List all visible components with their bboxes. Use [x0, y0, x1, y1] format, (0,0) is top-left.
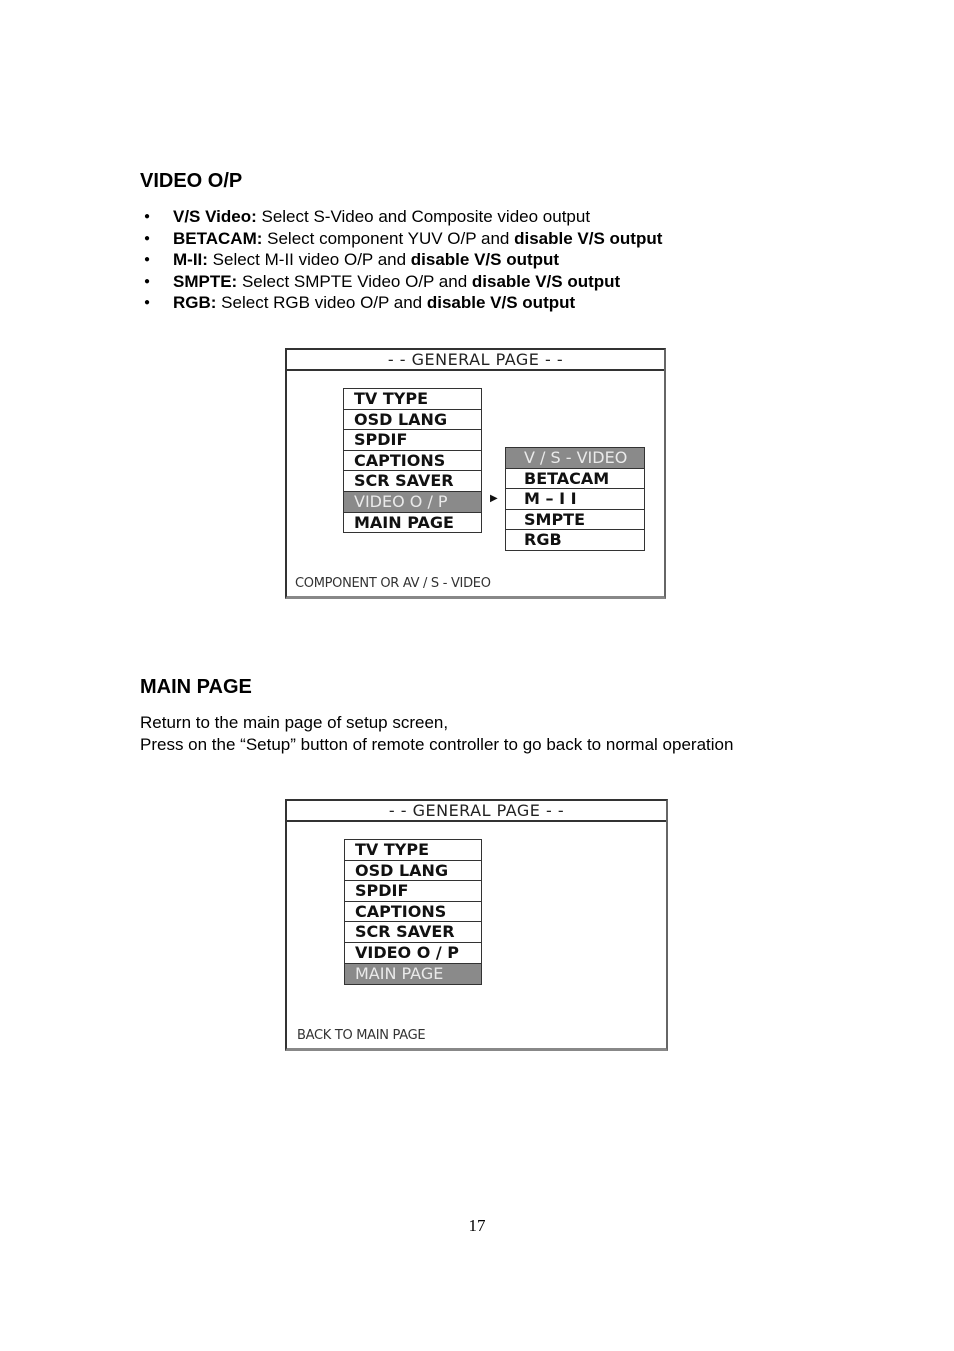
list-item: [140, 292, 662, 314]
main-page-description: [140, 712, 733, 756]
option-emphasis: disable V/S output: [514, 228, 663, 248]
menu-item-main-page-selected: MAIN PAGE: [345, 964, 481, 985]
submenu-item-smpte: SMPTE: [506, 510, 644, 531]
submenu-item-vs-video-selected: V / S - VIDEO: [506, 448, 644, 469]
option-description: Select SMPTE Video O/P and: [237, 271, 472, 291]
osd-title: - - GENERAL PAGE - -: [287, 350, 664, 371]
option-description: Select S-Video and Composite video output: [256, 207, 591, 226]
option-label: RGB:: [173, 293, 217, 313]
section-heading-video-op: VIDEO O/P: [140, 170, 243, 192]
submenu-item-rgb: RGB: [524, 530, 562, 550]
menu-item-captions: CAPTIONS: [345, 902, 481, 923]
osd-screen-video-op: [285, 348, 666, 599]
menu-item-scr-saver: SCR SAVER: [345, 922, 481, 943]
menu-item-video-op-selected: VIDEO O / P: [344, 492, 481, 513]
option-label: M-II:: [173, 250, 208, 270]
list-item: [140, 271, 662, 293]
osd-status-text: COMPONENT OR AV / S - VIDEO: [295, 576, 491, 591]
menu-item-tv-type: TV TYPE: [345, 840, 481, 861]
list-item: [140, 206, 662, 228]
option-label: V/S Video:: [173, 207, 257, 226]
menu-item-main-page: MAIN PAGE: [354, 512, 454, 532]
menu-item-spdif: SPDIF: [344, 430, 481, 451]
menu-item-video-op: VIDEO O / P: [345, 943, 481, 964]
list-item: [140, 249, 662, 271]
menu-item-spdif: SPDIF: [345, 881, 481, 902]
option-emphasis: disable V/S output: [410, 250, 560, 270]
video-op-options-list: [140, 206, 662, 314]
osd-status-text: BACK TO MAIN PAGE: [297, 1028, 426, 1043]
option-label: SMPTE:: [173, 271, 238, 291]
menu-item-scr-saver: SCR SAVER: [344, 471, 481, 492]
menu-item-osd-lang: OSD LANG: [345, 861, 481, 882]
option-description: Select RGB video O/P and: [216, 293, 427, 313]
menu-item-tv-type: TV TYPE: [344, 389, 481, 410]
menu-item-captions: CAPTIONS: [344, 451, 481, 472]
option-description: Select M-II video O/P and: [207, 250, 411, 270]
list-item: [140, 228, 662, 250]
submenu-arrow-icon: ▶: [490, 493, 498, 504]
osd-title: - - GENERAL PAGE - -: [287, 801, 666, 822]
menu-item-osd-lang: OSD LANG: [344, 410, 481, 431]
option-emphasis: disable V/S output: [471, 271, 621, 291]
description-line: Press on the “Setup” button of remote controller to go back to normal operation: [140, 735, 734, 754]
osd-screen-main-page: [285, 799, 668, 1051]
page-number: 17: [468, 1216, 486, 1235]
option-description: Select component YUV O/P and: [262, 228, 515, 248]
section-heading-main-page: MAIN PAGE: [140, 676, 252, 698]
option-label: BETACAM:: [173, 228, 263, 248]
osd-sub-menu: [505, 447, 645, 551]
osd-main-menu: [343, 388, 482, 533]
osd-main-menu: [344, 839, 482, 985]
description-line: Return to the main page of setup screen,: [140, 713, 449, 732]
submenu-item-m-ii: M – I I: [506, 489, 644, 510]
submenu-item-betacam: BETACAM: [506, 469, 644, 490]
option-emphasis: disable V/S output: [426, 293, 576, 313]
